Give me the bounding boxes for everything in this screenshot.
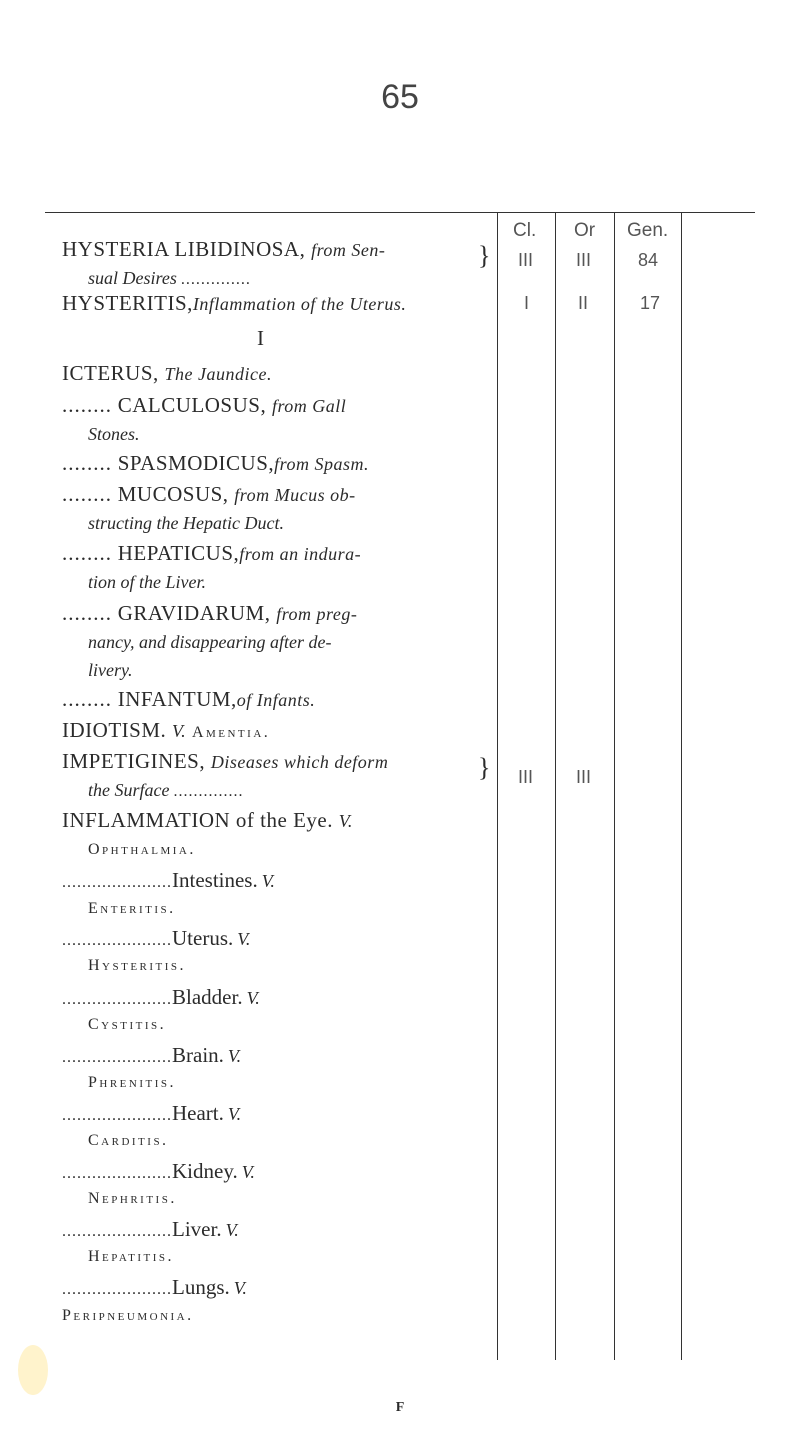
entry-name: IMPETIGINES, [62,749,206,773]
entry-infantum [62,687,315,712]
dot-leader: ...................... [62,991,172,1008]
dot-leader: ........ [62,393,112,417]
dot-leader: ...................... [62,1223,172,1240]
cross-reference: Hysteritis. [88,957,187,974]
column-rule-4 [681,212,682,1360]
organ-name: Lungs. [172,1275,230,1299]
vide-mark: V. [225,1220,239,1240]
column-header-genus: Gen. [627,220,669,241]
cross-reference: Nephritis. [88,1190,177,1207]
column-rule-2 [555,212,556,1360]
organ-name: Bladder. [172,985,243,1009]
page-number: 65 [381,78,419,116]
dot-leader: ........ [62,541,112,565]
entry-inflammation [62,808,353,833]
column-rule-3 [614,212,615,1360]
vide-mark: V. [338,811,353,831]
cross-reference: Cystitis. [88,1016,167,1033]
cross-reference: Carditis. [88,1132,169,1149]
entry-name: HYSTERITIS, [62,291,193,315]
entry-name: GRAVIDARUM, [117,601,271,625]
entry-name: SPASMODICUS, [117,451,275,475]
dot-leader: ...................... [62,932,172,949]
dot-leader: ...................... [62,1281,172,1298]
class-value: III [518,250,534,270]
entry-icterus [62,361,272,386]
class-value: III [518,767,534,787]
section-mark: I [257,326,265,350]
order-value: III [576,250,592,270]
column-header-order: Or [574,220,596,241]
subentry-uterus [62,926,250,951]
subentry-lungs [62,1275,247,1300]
entry-description-cont: nancy, and disappearing after de- [88,632,332,652]
entry-description: from Mucus ob- [234,485,356,505]
cross-reference: Phrenitis. [88,1074,177,1091]
cross-reference: Amentia. [191,724,271,741]
entry-description: Inflammation of the Uterus. [192,294,407,314]
entry-description: from Gall [271,396,347,416]
organ-name: Liver. [172,1217,222,1241]
entry-description: the Surface [88,780,170,800]
brace-icon: } [478,241,491,270]
genus-value: 17 [640,293,661,313]
organ-name: Intestines. [172,868,258,892]
dot-leader: .............. [180,271,251,288]
entry-hysteria-libidinosa [62,237,385,262]
organ-name: Kidney. [172,1159,238,1183]
cross-reference: Peripneumonia. [62,1307,194,1324]
entry-gravidarum [62,601,357,626]
subentry-kidney [62,1159,255,1184]
entry-impetigines-desc-2 [88,780,243,801]
class-value: I [524,293,530,313]
vide-mark: V. [237,929,251,949]
vide-mark: V. [261,871,275,891]
dot-leader: ........ [62,482,112,506]
subentry-heart [62,1101,241,1126]
organ-name: Heart. [172,1101,224,1125]
entry-description: of the Eye. [235,808,333,832]
dot-leader: ...................... [62,1049,172,1066]
subentry-liver [62,1217,239,1242]
dot-leader: ...................... [62,1165,172,1182]
dot-leader: ........ [62,687,112,711]
entry-name: MUCOSUS, [117,482,229,506]
signature-mark: F [395,1400,405,1415]
entry-description: from an indura- [239,544,362,564]
subentry-intestines [62,868,275,893]
entry-calculosus [62,393,346,418]
genus-value: 84 [638,250,659,270]
entry-idiotism [62,718,270,743]
vide-mark: V. [227,1104,242,1124]
vide-mark: V. [172,721,187,741]
entry-description: sual Desires [88,268,177,288]
entry-description: from preg- [276,604,358,624]
entry-name: CALCULOSUS, [117,393,267,417]
order-value: II [578,293,589,313]
entry-name: HYSTERIA LIBIDINOSA, [62,237,306,261]
dot-leader: ...................... [62,1107,172,1124]
entry-description: from Spasm. [274,454,369,474]
header-rule [45,212,755,213]
organ-name: Uterus. [172,926,234,950]
entry-name: INFANTUM, [117,687,237,711]
subentry-brain [62,1043,241,1068]
subentry-bladder [62,985,260,1010]
dot-leader: ........ [62,601,112,625]
dot-leader: .............. [173,783,244,800]
entry-name: IDIOTISM. [62,718,167,742]
dot-leader: ........ [62,451,112,475]
entry-description: The Jaundice. [164,364,272,384]
entry-spasmodicus [62,451,369,476]
entry-mucosus [62,482,356,507]
entry-description-cont: Stones. [88,424,140,444]
entry-hysteria-desc-2 [88,268,251,289]
vide-mark: V. [233,1278,247,1298]
cross-reference: Ophthalmia. [88,841,196,858]
organ-name: Brain. [172,1043,224,1067]
vide-mark: V. [241,1162,255,1182]
column-header-class: Cl. [513,220,537,241]
entry-impetigines [62,749,388,774]
entry-description-cont: structing the Hepatic Duct. [88,513,284,533]
entry-description: of Infants. [236,690,316,710]
entry-description-cont: tion of the Liver. [88,572,206,592]
column-rule-1 [497,212,498,1360]
entry-hysteritis [62,291,406,316]
vide-mark: V. [227,1046,242,1066]
dot-leader: ...................... [62,874,172,891]
entry-name: HEPATICUS, [117,541,240,565]
entry-name: ICTERUS, [62,361,159,385]
cross-reference: Enteritis. [88,900,176,917]
entry-description: from Sen- [311,240,386,260]
vide-mark: V. [246,988,260,1008]
cross-reference: Hepatitis. [88,1248,174,1265]
order-value: III [576,767,592,787]
entry-name: INFLAMMATION [62,808,231,832]
entry-description-cont: livery. [88,660,133,680]
entry-hepaticus [62,541,361,566]
brace-icon: } [478,753,491,782]
entry-description: Diseases which deform [210,752,389,772]
paper-stain [18,1345,48,1395]
